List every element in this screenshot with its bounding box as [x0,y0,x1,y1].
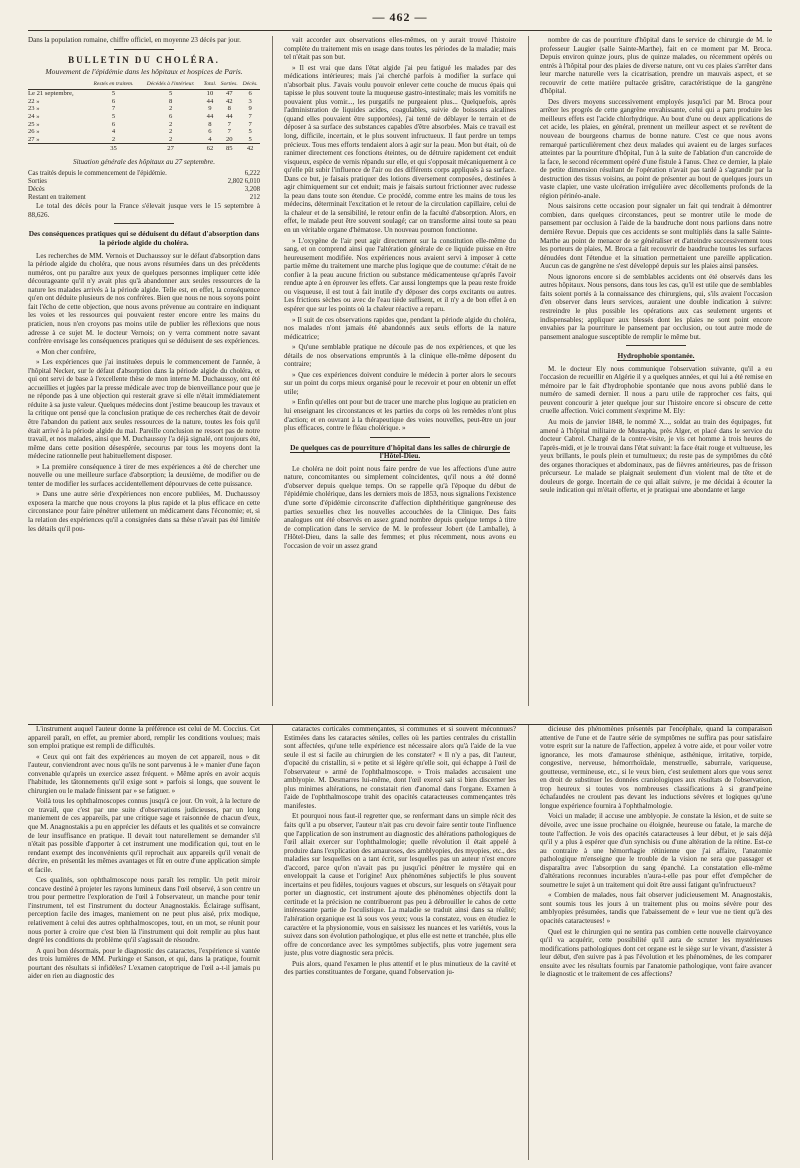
table-cell: 20 [225,135,233,143]
situation-value: 2,802 6,010 [227,177,260,185]
table-row [28,128,260,136]
table-cell: 7 [227,128,231,136]
column-divider [272,36,273,706]
table-row [28,98,260,106]
paragraph: cataractes corticales commençantes, si communes et si souvent méconnues? Estimées dans les cataractes séniles, celles où les parties centrales du cristallin sont affectées, qu'une telle expérience est nécessaire alors qu'à l'aide de la vue seule il est si facile au chirurgien de les constater? « Il n'y a pas, dit l'auteur, d'opacité du cristallin, si » petite et si légère qu'elle soit, qui échappe à l'œil de l'observateur » armé de l'ophthalmoscope. » Trois malades accusaient une amblyopie. M. Desmarres lui-même, dont l'œil exercé sait si bien discerner les plus minimes altérations, ne constatait rien d'anomal dans l'organe. Examen à l'aide de l'ophthalmoscope trahit des opacités cataracteuses commençantes très manifestes. [284,725,516,810]
section-title-pourriture [284,444,516,461]
table-cell: 85 [218,144,240,153]
paragraph: Voilà tous les ophthalmoscopes connus jusqu'à ce jour. On voit, à la lecture de ce travail, que c'est par une suite d'observations judicieuses, par un long maniement de ces appareils, par une critique sage et raisonnée de chacun d'eux, que M. Anagnostakis a pu en apprécier les défauts et les qualités et se convaincre de leur insuffisance en pratique. Il devait tout naturellement se demander s'il n'était pas possible d'apporter à cet instrument une modification qui, tout en le rendant exempt des inconvénients qu'il reprochait aux appareils qu'il venait de décrire, en présentât les mêmes avantages et fût en outre d'une application simple et facile. [28,797,260,874]
situation-label: Décès [28,185,45,193]
situation-row [28,178,260,186]
situation-row [28,170,260,178]
death-total: Le total des décès pour la France s'élevait jusque vers le 15 septembre à 88,626. [28,202,260,219]
table-cell: 25 » [28,120,40,128]
column-1 [28,36,260,706]
table-cell: 22 » [28,97,40,105]
bottom-column-2 [284,725,516,1160]
page-number: — 462 — [372,10,428,24]
column-divider [528,36,529,706]
paragraph: » L'oxygène de l'air peut agir directement sur la constitution elle-même du sang, et on comprend ainsi que l'altération générale de ce liquide puisse en être heureusement modifiée. Nos expériences nous avaient servi à imposer à cette partie même du traitement une marche plus logique que de coutume: c'était de ne confier à la peau aucune friction ou substance médicamenteuse qu'après l'avoir rendue apte à en éprouver les effets. Car aussi longtemps que la peau reste froide ou visqueuse, il est tout à fait inutile d'y déposer des corps excitants ou autres. Les frictions sèches ou avec de l'eau tiède suffisent, et il n'y a de bon effet à en espérer que sur les points où la chaleur réactive a reparu. [284,236,516,313]
paragraph: » Que ces expériences doivent conduire le médecin à porter alors le secours sur un point du corps mieux organisé pour le recevoir et pour en obtenir un effet utile; [284,370,516,396]
table-cell: 5 [168,90,173,98]
table-cell: 10 [206,90,214,98]
table-cell: 42 [225,97,233,105]
col2-section-body [284,465,516,550]
table-cell: 44 [225,113,233,121]
table-cell: 4 [208,135,212,143]
column-2 [284,36,516,706]
paragraph: Nous saisirons cette occasion pour signaler un fait qui tendrait à démontrer combien, dans quelques circonstances, peut se montrer utile le mode de pansement par occlusion à l'aide de la baudruche dont nous parlions dans notre dernière Revue. Depuis que ces accidents se sont multipliés dans la salle Sainte-Marthe au point de menacer de se généraliser et d'atteindre successivement tous les porteurs de plaies, M. Broca a fait recouvrir de baudruche toutes les surfaces dénudées dont l'étendue et la situation permettaient une pareille application. Aucun cas de gangrène ne s'est développé depuis sur les plaies ainsi pansées. [540,202,772,271]
paragraph: » La première conséquence à tirer de mes expériences a été de chercher une nouvelle ou une meilleure surface d'absorption; la deuxième, de modifier ou de tenter de modifier les surfaces accidentellement dépourvues de cette puissance. [28,462,260,488]
section-title-absorption: Des conséquences pratiques qui se déduisent du défaut d'absorption dans la période algide du choléra. [28,229,260,248]
table-cell: 24 » [28,113,40,121]
paragraph: « Ceux qui ont fait des expériences au moyen de cet appareil, nous » dit l'auteur, conviendront avec nous qu'ils ne sont parvenus à le » manier d'une façon convenable qu'après un exercice assez fréquent. » Même après en avoir acquis l'habitude, les tâtonnements qu'il exige sont » parfois si longs, que souvent le chirurgien ou le malade finissent par » se fatiguer. » [28,752,260,795]
paragraph: Ces qualités, son ophthalmoscope nous paraît les remplir. Un petit miroir concave destiné à projeter les rayons lumineux dans l'œil observé, à son centre un trou pour permettre l'exploration de l'œil à l'observateur, un manche pour tenir l'instrument, tel est l'instrument du docteur Anagnostakis. Éclairage suffisant, perception facile des images, maniement on ne peut plus aisé, prix modique, relativement à celui des autres ophthalmoscopes, tout, en un mot, se réunit pour nous porter à croire que c'est bien là l'instrument qui doit remplir au plus haut degré les conditions du problème qu'il s'agissait de résoudre. [28,876,260,945]
table-cell: 23 » [28,105,40,113]
table-cell: 6 [208,128,212,136]
table-cell: 2 [168,135,173,143]
divider [114,223,174,224]
table-header: Restés en traitem. [87,80,139,90]
table-header: Sorties. [218,80,240,90]
bottom-column-3 [540,725,772,1160]
divider [114,49,174,50]
table-cell: 6 [111,120,116,128]
column-divider [272,725,273,1160]
paragraph: Voici un malade; il accuse une amblyopie. Je constate la lésion, et de suite se dévoile, avec une issue prochaine ou éloignée, heureuse ou fatale, la marche de toute l'affection. Je vois des opacités cataracteuses à leur début, et je sais déjà qu'il y a plus à espérer que d'un synchisis ou d'une altération de la rétine. Est-ce au contraire à une hémorrhagie rétinienne que j'ai affaire, l'anatomie pathologique m'enseigne que le trouble de la vision ne sera que passager et disparaîtra avec l'absorption du sang épanché. La constatation elle-même d'altérations reconnues incurables n'aura-t-elle pas pour effet d'empêcher de soumettre le sujet à un traitement qui doit être aussi fatigant qu'infructueux? [540,812,772,889]
table-cell: 27 » [28,135,40,143]
journal-page [28,8,772,1160]
table-row [28,90,260,98]
paragraph: » Les expériences que j'ai instituées depuis le commencement de l'année, à l'hôpital Necker, sur le défaut d'absorption dans la période algide du choléra, et qui ont servi de base à l'excellente thèse de mon interne M. Duchaussoy, ont été accueillies et jugées par la presse médicale avec trop de bienveillance pour que je ne réponde pas à une objection qui resterait grave si elle n'était immédiatement réduite à sa juste valeur. Quelques médecins dont j'estime beaucoup les travaux et la critique ont pensé que la conclusion pratique de ces recherches était de devoir être l'abandon du patient aux seules ressources de la nature, toutes les fois qu'il était arrivé à la période algide du mal. Pareille conclusion ne ressort pas de notre travail, et nos malades, ainsi que M. Duchaussoy l'a déjà signalé, ont toujours été, même dans cette position désespérée, secourus par tous les moyens dont la médecine rationnelle peut habituellement disposer. [28,358,260,461]
paragraph: A quoi bon désormais, pour le diagnostic des cataractes, l'expérience si vantée des trois lumières de MM. Purkinge et Sanson, et qui, dans la pratique, fournit pourtant des résultats si infidèles? L'examen catoptrique de l'œil a-t-il jamais pu aider en rien au diagnostic des [28,946,260,981]
table-cell: 7 [227,120,231,128]
paragraph: » Enfin qu'elles ont pour but de tracer une marche plus logique au praticien en lui enseignant les circonstances et les parties du corps où les remèdes n'ont plus d'action; et en ouvrant à la thérapeutique des voies nouvelles, peut-être un jour plus efficaces, contre le fléau cholérique. » [284,398,516,433]
paragraph: Au mois de janvier 1848, le nommé X..., soldat au train des équipages, fut amené à l'hôpital militaire de Mustapha, près Alger, et placé dans le service du docteur Cabrol. Chargé de la contre-visite, je vis cet homme à trois heures de l'après-midi, et je le trouvai dans l'état suivant: la face était rouge et vultueuse, les yeux brillants, le pouls plein et tumultueux; du reste pas de symptômes du côté des organes thoraciques et abdominaux, pas de fièvres antérieures, pas de frisson précurseur. Le malade se plaignait seulement d'un violent mal de tête et de douleurs de gorge. Incertain de ce qui allait suivre, je me décidai à écouter la seule indication qui m'était offerte, et je pratiquai une abondante et large [540,418,772,495]
cholera-daily-table [28,80,260,153]
bulletin-subtitle: Mouvement de l'épidémie dans les hôpitaux et hospices de Paris. [45,67,243,77]
table-cell: 2 [168,105,173,113]
col3-body [540,36,772,341]
paragraph: Des divers moyens successivement employés jusqu'ici par M. Broca pour arrêter les progrès de cette gangrène envahissante, celui qui a paru produire les meilleurs effets est l'acide chlorhydrique. Au bout d'une ou deux applications de cet acide, les plaies, en général, prennent un meilleur aspect et se revêtent de nouveau de bourgeons charnus de bonne nature. C'est ce que nous avons remarqué particulièrement chez deux malades qui avaient eu de larges surfaces atteintes par la pourriture d'hôpital, l'un à la suite de l'ablation d'un cancroïde de la face, le second récemment opéré d'une fistule à l'anus. Chez ce dernier, la plaie de petite dimension résultant de l'opération n'avait pas tardé à s'agrandir par la destruction des tissus voisins, au point de présenter au bout de quelques jours un vaste clapier, une vaste ulcération irrégulière avec décollements profonds de la région périnéo-anale. [540,97,772,200]
table-cell: 8 [208,120,212,128]
paragraph: » Il suit de ces observations rapides que, pendant la période algide du choléra, nos malades n'ont jamais été abandonnés aux seuls efforts de la nature médicatrice; [284,315,516,341]
bottom-column-1 [28,725,260,1160]
table-row [28,113,260,121]
table-cell: 2 [168,128,173,136]
table-cell: 44 [206,113,214,121]
paragraph: Les recherches de MM. Vernois et Duchaussoy sur le défaut d'absorption dans la période algide du choléra, que nous avons résumées dans un des précédents numéros, ont pu paraître aux yeux de quelques personnes impliquer cette idée décourageante qu'il n'y avait plus qu'à abandonner aux seules ressources de la nature les malades arrivés à la période algide. Telle est, en effet, la conséquence qu'en ont déduite plusieurs de nos confrères. Bien que nous ne nous soyons point fait l'écho de cette objection, que nous avons prévenue au contraire en indiquant les voies et les ressources qui pouvaient rester encore entre les mains du praticien, nous n'en croyons pas moins utile de publier les réflexions que nous adresse à ce sujet M. le docteur Vernois; on y verra comment notre savant confrère envisage les conséquences pratiques qui se déduisent de ses expériences. [28,251,260,346]
table-cell: 2 [168,120,173,128]
situation-value: 6,222 [244,169,260,177]
table-cell: 9 [248,105,252,113]
situation-label: Cas traités depuis le commencement de l'épidémie. [28,169,167,177]
table-cell: 8 [168,97,173,105]
paragraph: Nous ignorons encore si de semblables accidents ont été observés dans les autres hôpitaux. Nous pensons, dans tous les cas, qu'il est utile que de semblables faits soient portés à la connaissance des chirurgiens, qui, s'ils avaient l'occasion d'en observer dans leurs services, auraient une double indication à suivre: restreindre le plus possible les opérations aux cas seulement urgents et indispensables; appliquer aux blessés dont les plaies ne sont point encore envahies par la pourriture le pansement par occlusion, ou tout autre mode de pansement analogue susceptible de remplir le même but. [540,272,772,341]
table-total-row [28,144,260,153]
table-cell: 4 [111,128,116,136]
divider [370,437,430,438]
table-cell: 62 [202,144,219,153]
table-cell: 42 [240,144,260,153]
col1-body [28,252,260,534]
page-header [28,8,772,31]
situation-row [28,194,260,202]
table-cell: 7 [248,120,252,128]
table-cell: Le 21 septembre, [28,90,74,98]
table-cell: 35 [87,144,139,153]
situation-label: Restant en traitement [28,194,86,202]
section-title-hydrophobie [540,352,772,361]
table-header: Décédés à l'intérieur. [140,80,202,90]
bottom-columns [28,724,772,1160]
paragraph: « Mon cher confrère, [36,347,96,356]
paragraph: Le choléra ne doit point nous faire perdre de vue les affections d'une autre nature, concomitantes ou simplement coïncidentes, qu'il nous a été donné d'observer depuis quelque temps. On se rappelle qu'à l'époque du début de l'épidémie cholérique, dans les derniers mois de 1853, nous signalions l'existence d'une sorte d'épidémie circonscrite d'affection diphthéritique gangréneuse des parties sexuelles chez les nouvelles accouchées de la Clinique. Des faits analogues ont été observés en assez grand nombre depuis quelque temps à titre de complication dans le service de M. le professeur Jobert (de Lamballe), à l'Hôtel-Dieu, dans la salle des femmes; et plus récemment, nous avons eu l'occasion de voir un assez grand [284,464,516,550]
paragraph: « Combien de malades, nous fait observer judicieusement M. Anagnostakis, sont soumis tous les jours à un traitement plus ou moins sévère pour des amblyopies présumées, tandis que l'abaissement de » leur vue ne tient qu'à des opacités cataracteuses! » [540,891,772,926]
top-columns [28,36,772,706]
table-cell: 6 [111,97,116,105]
section-title-hydrophobie-text: Hydrophobie spontanée. [617,351,695,361]
section-title-pourriture-text: De quelques cas de pourriture d'hôpital dans les salles de chirurgie de l'Hôtel-Dieu. [290,442,510,461]
table-header [28,80,87,90]
table-header: Total. [202,80,219,90]
divider [626,345,686,346]
table-cell: 27 [140,144,202,153]
situation-title: Situation générale des hôpitaux au 27 septembre. [72,157,216,166]
table-cell: 6 [248,90,252,98]
paragraph: » Dans une autre série d'expériences non encore publiées, M. Duchaussoy exposera la marche que nous croyons la plus rapide et la plus efficace en cette circonstance pour faire pénétrer utilement un médicament dans l'économie; et, si la relation des expériences qu'il a consignées dans sa thèse n'avait pas été limitée les détails qu'il pou- [28,490,260,533]
situation-label: Sorties [28,177,47,185]
situation-value: 212 [249,194,260,202]
paragraph: » Qu'une semblable pratique ne découle pas de nos expériences, et que les détails de nos observations empruntés à la clinique elle-même déposent du contraire; [284,343,516,369]
table-cell: 5 [111,90,116,98]
table-cell: 9 [208,105,212,113]
table-cell: 44 [206,97,214,105]
col3-section-body [540,365,772,495]
paragraph: Quel est le chirurgien qui ne sentira pas combien cette nouvelle clairvoyance qu'il va acquérir, cette possibilité qu'il aura de scruter les mystérieuses modifications pathologiques dont cet organe est le siège sur le vivant, d'assister à leur début, d'en suivre pas à pas l'évolution et les phénomènes, de les comparer ensuite avec les résultats fournis par l'anatomie pathologique, vont faire avancer le diagnostic et le traitement de ces affections? [540,927,772,979]
intro-paragraph: Dans la population romaine, chiffre officiel, en moyenne 23 décès par jour. [28,36,241,44]
table-cell: 5 [248,135,252,143]
paragraph: » Il est vrai que dans l'état algide j'ai peu fatigué les malades par des médications intérieures; mais j'ai cherché parfois à modifier la surface qui n'absorbait plus. J'avais voulu pouvoir enlever cette couche de mucus épais qui tapisse le plus souvent toute la muqueuse gastro-intestinale; mais les vomitifs ne pouvaient plus vomir..., les purgatifs ne purgeaient plus... Quelquefois, après l'administration de liquides acides, coagulables, suivie de boissons alcalines (quand elles pouvaient être supportées), j'ai tenté de déblayer le terrain et de déposer à sa surface des substances capables d'être absorbées. Mais ce travail est long, difficile, incertain, et le plus souvent infructueux. Il faut perdre un temps précieux. Tous mes efforts tendaient alors à agir sur la peau. Mon but était, où de ranimer directement ces fonctions éteintes, ou de détruire rapidement cet enduit visqueux, espèce de vernis répandu sur elle, et qui s'opposait mécaniquement à ce qu'elle pût subir l'influence de l'air ou des différents corps appliqués à sa surface. Dans ce but, je faisais pratiquer des lotions diversement composées, destinées à agir chimiquement sur cet enduit; mais je faisais surtout frictionner avec rudesse la peau dans toute son étendue. Ce procédé, comme entre les mains de tous les médecins, déterminait l'excitation et le retour de la circulation capillaire, celui de la chaleur et de la sensibilité, le retour enfin de la faculté d'absorption. Alors, en effet, le malade peut être souvent soulagé; car on transforme ainsi toute sa peau en un véritable organe d'hématose. Un nouveau poumon fonctionne. [284,63,516,235]
table-row [28,121,260,129]
table-cell: 6 [168,113,173,121]
column-divider [528,725,529,1160]
paragraph: L'instrument auquel l'auteur donne la préférence est celui de M. Coccius. Cet appareil paraît, en effet, au premier abord, remplir les conditions voulues; mais son emploi pratique est rempli de difficultés. [28,725,260,751]
table-cell: 2 [111,135,116,143]
table-cell: 5 [111,113,116,121]
table-cell: 47 [225,90,233,98]
situation-list [28,170,260,203]
paragraph: nombre de cas de pourriture d'hôpital dans le service de chirurgie de M. le professeur Laugier (salle Sainte-Marthe), fait en ce moment par M. Broca. Depuis environ quinze jours, plus de quinze malades, ou récemment opérés ou entrés à l'hôpital pour des plaies de diverse nature, ont vu ces plaies s'arrêter dans leur marche naturelle vers la cicatrisation, prendre un mauvais aspect, et se recouvrir de cette matière pultacée grisâtre, caractéristique de la gangrène d'hôpital. [540,36,772,96]
col2-body [284,36,516,433]
paragraph: Et pourquoi nous faut-il regretter que, se renfermant dans un simple récit des faits qu'il a pu observer, l'auteur n'ait pas cru devoir faire sentir toute l'influence que l'application de son instrument au diagnostic des altérations pathologiques de l'œil allait exercer sur l'ophthalmologie; quelle révolution il était appelé à produire dans l'explication des amauroses, des amblyopies, des myopies, etc., des maladies sur lesquelles on a tant écrit, sur lesquelles pas un auteur n'est encore d'accord, parce qu'on n'avait pas pu jusqu'ici pénétrer le mystère qui en enveloppait la cause et l'origine! Aux phénomènes subjectifs le plus souvent incertains et peu fidèles, toujours vagues et obscurs, sur lesquels on s'étayait pour porter un diagnostic, cet instrument ajoute des phénomènes objectifs dont la certitude et la précision ne contribueront pas peu à débrouiller le cahos de cette intéressante partie de l'oculistique. La maladie se traduit ainsi dans sa réalité; l'altération organique est là sous vos yeux; vous la constatez, vous en étudiez le caractère et la physionomie, vous en saisissez les nuances et les variétés, vous la suivez dans son évolution pathologique, et plus elle est nette et tranchée, plus elle offre de concordance avec les symptômes subjectifs, plus votre jugement sera juste, plus votre diagnostic sera précis. [284,812,516,958]
table-row [28,136,260,144]
table-cell [28,144,87,153]
table-header: Décès. [240,80,260,90]
bulletin-title: BULLETIN DU CHOLÉRA. [68,54,220,65]
table-row [28,105,260,113]
table-cell: 7 [111,105,116,113]
paragraph: M. le docteur Ely nous communique l'observation suivante, qu'il a eu l'occasion de recueillir en Algérie il y a quelques années, et qui lui a été remise en mémoire par le fait d'hydrophobie spontanée que nous avons publié dans le numéro de samedi dernier. Il nous a paru utile de rapprocher ces faits, qui peuvent concourir à jeter quelque jour sur l'histoire encore si obscure de cette cruelle affection. Voici comment s'exprime M. Ely: [540,364,772,416]
paragraph: vait accorder aux observations elles-mêmes, on y aurait trouvé l'histoire complète du traitement mis en usage dans toutes les périodes de la maladie; mais tel n'était pas son but. [284,36,516,62]
table-cell: 3 [248,97,252,105]
table-cell: 8 [227,105,231,113]
table-cell: 26 » [28,128,40,136]
paragraph: dicieuse des phénomènes présentés par l'encéphale, quand la comparaison attentive de l'une et de l'autre série de symptômes ne suffira pas pour satisfaire votre esprit sur la nature de l'affection, appelez à votre aide, et pour voiler votre ignorance, les mots d'amaurose sthénique, asthénique, irritative, torpide, congestive, nerveuse, hémorrhoïdale, menstruelle, saburrale, variqueuse, goutteuse, vermineuse, etc., si le veux bien, c'est seulement alors que vous serez en droit de substituer les données craniologiques aux résultats de l'observation, trop heureux si toutes vos nombreuses classifications à si grand'peine échafaudées ne croulent pas devant les inductions sévères et logiques qu'une longue expérience fournira à l'ophthalmologie. [540,725,772,810]
table-cell: 5 [248,128,252,136]
table-cell: 7 [248,113,252,121]
paragraph: Puis alors, quand l'examen le plus attentif et le plus minutieux de la cavité et des parties constituantes de l'organe, quand l'observation ju- [284,959,516,977]
situation-value: 3,208 [244,185,260,193]
situation-row [28,186,260,194]
column-3 [540,36,772,706]
